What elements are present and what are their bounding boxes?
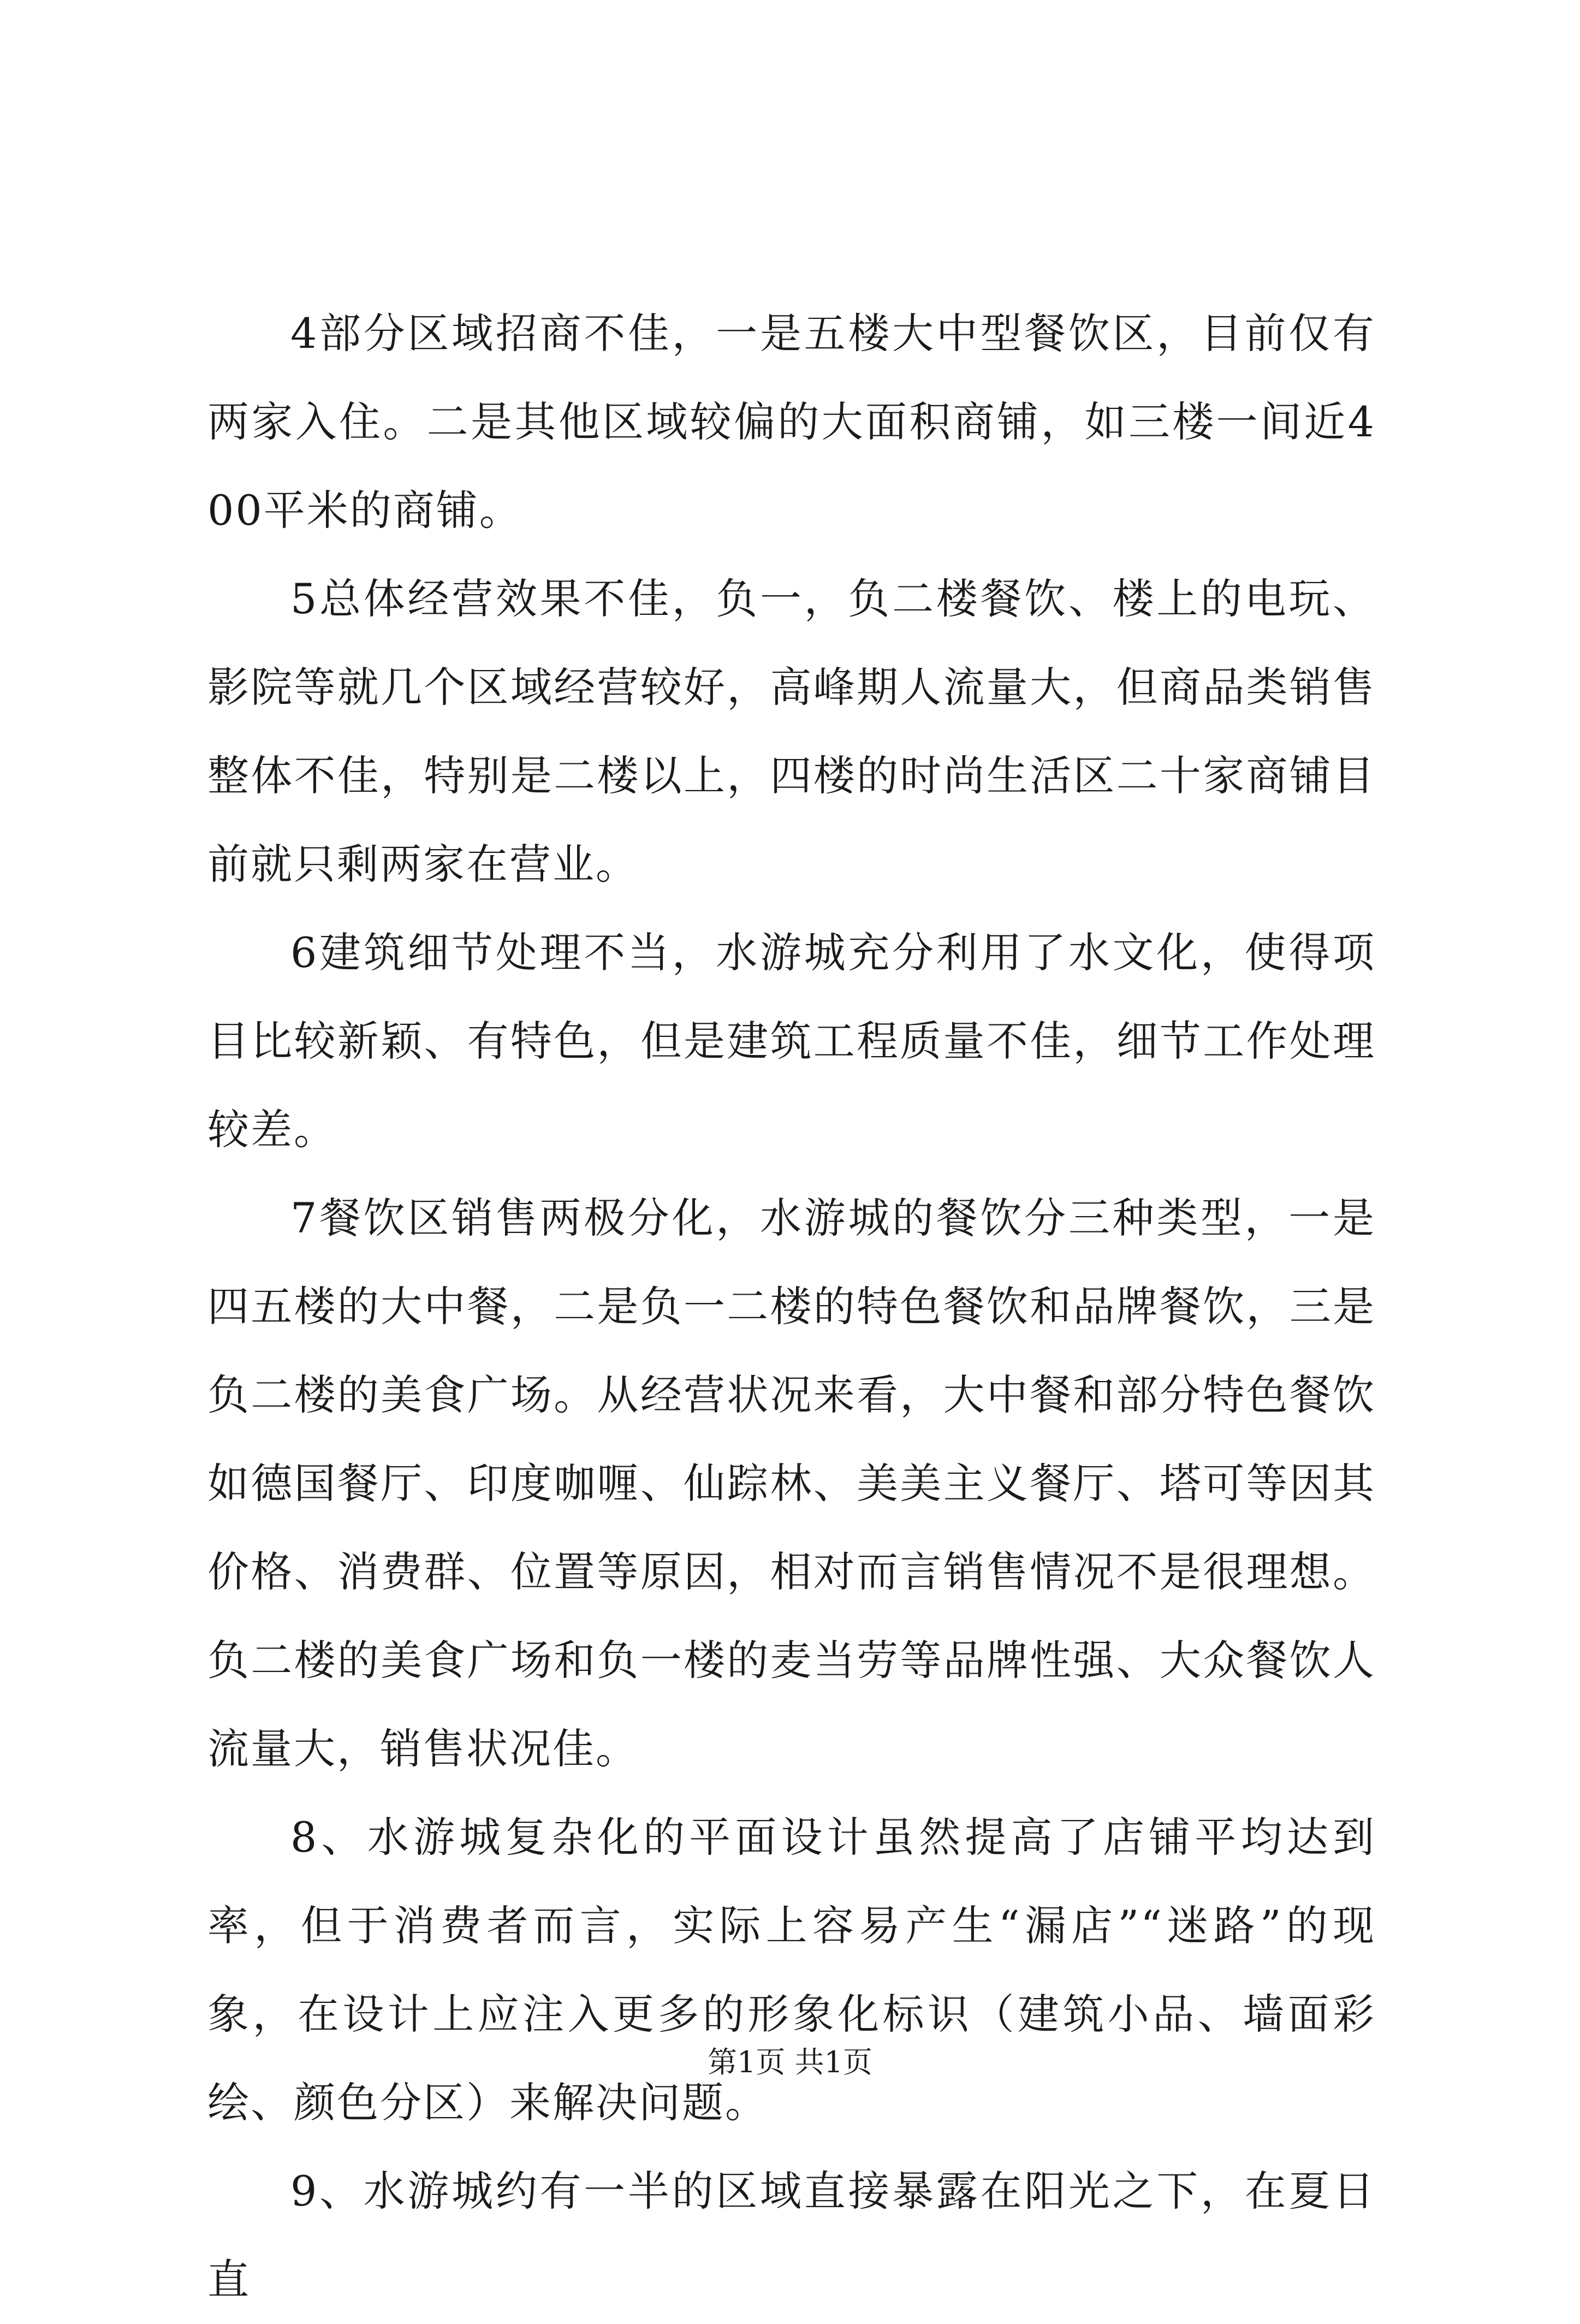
paragraph-5: 5总体经营效果不佳，负一，负二楼餐饮、楼上的电玩、影院等就几个区域经营较好，高峰期人流量大，但商品类销售整体不佳，特别是二楼以上，四楼的时尚生活区二十家商铺目前就只剩两家在营业。 xyxy=(207,574,1376,888)
paragraph-6: 6建筑细节处理不当，水游城充分利用了水文化，使得项目比较新颖、有特色，但是建筑工程质量不佳，细节工作处理较差。 xyxy=(207,928,1376,1154)
document-body xyxy=(207,289,1376,2324)
paragraph-7: 7餐饮区销售两极分化，水游城的餐饮分三种类型，一是四五楼的大中餐，二是负一二楼的特色餐饮和品牌餐饮，三是负二楼的美食广场。从经营状况来看，大中餐和部分特色餐饮如德国餐厅、印度咖喱、仙踪林、美美主义餐厅、塔可等因其价格、消费群、位置等原因，相对而言销售情况不是很理想。负二楼的美食广场和负一楼的麦当劳等品牌性强、大众餐饮人流量大，销售状况佳。 xyxy=(207,1194,1376,1773)
paragraph-4: 4部分区域招商不佳，一是五楼大中型餐饮区，目前仅有两家入住。二是其他区域较偏的大面积商铺，如三楼一间近400平米的商铺。 xyxy=(207,309,1376,535)
paragraph-9: 9、水游城约有一半的区域直接暴露在阳光之下，在夏日直 xyxy=(207,2167,1376,2304)
paragraph-8: 8、水游城复杂化的平面设计虽然提高了店铺平均达到率，但于消费者而言，实际上容易产生“漏店”“迷路”的现象，在设计上应注入更多的形象化标识（建筑小品、墙面彩绘、颜色分区）来解决问题。 xyxy=(207,1813,1376,2127)
page-number-footer: 第1页 共1页 xyxy=(708,2045,872,2079)
